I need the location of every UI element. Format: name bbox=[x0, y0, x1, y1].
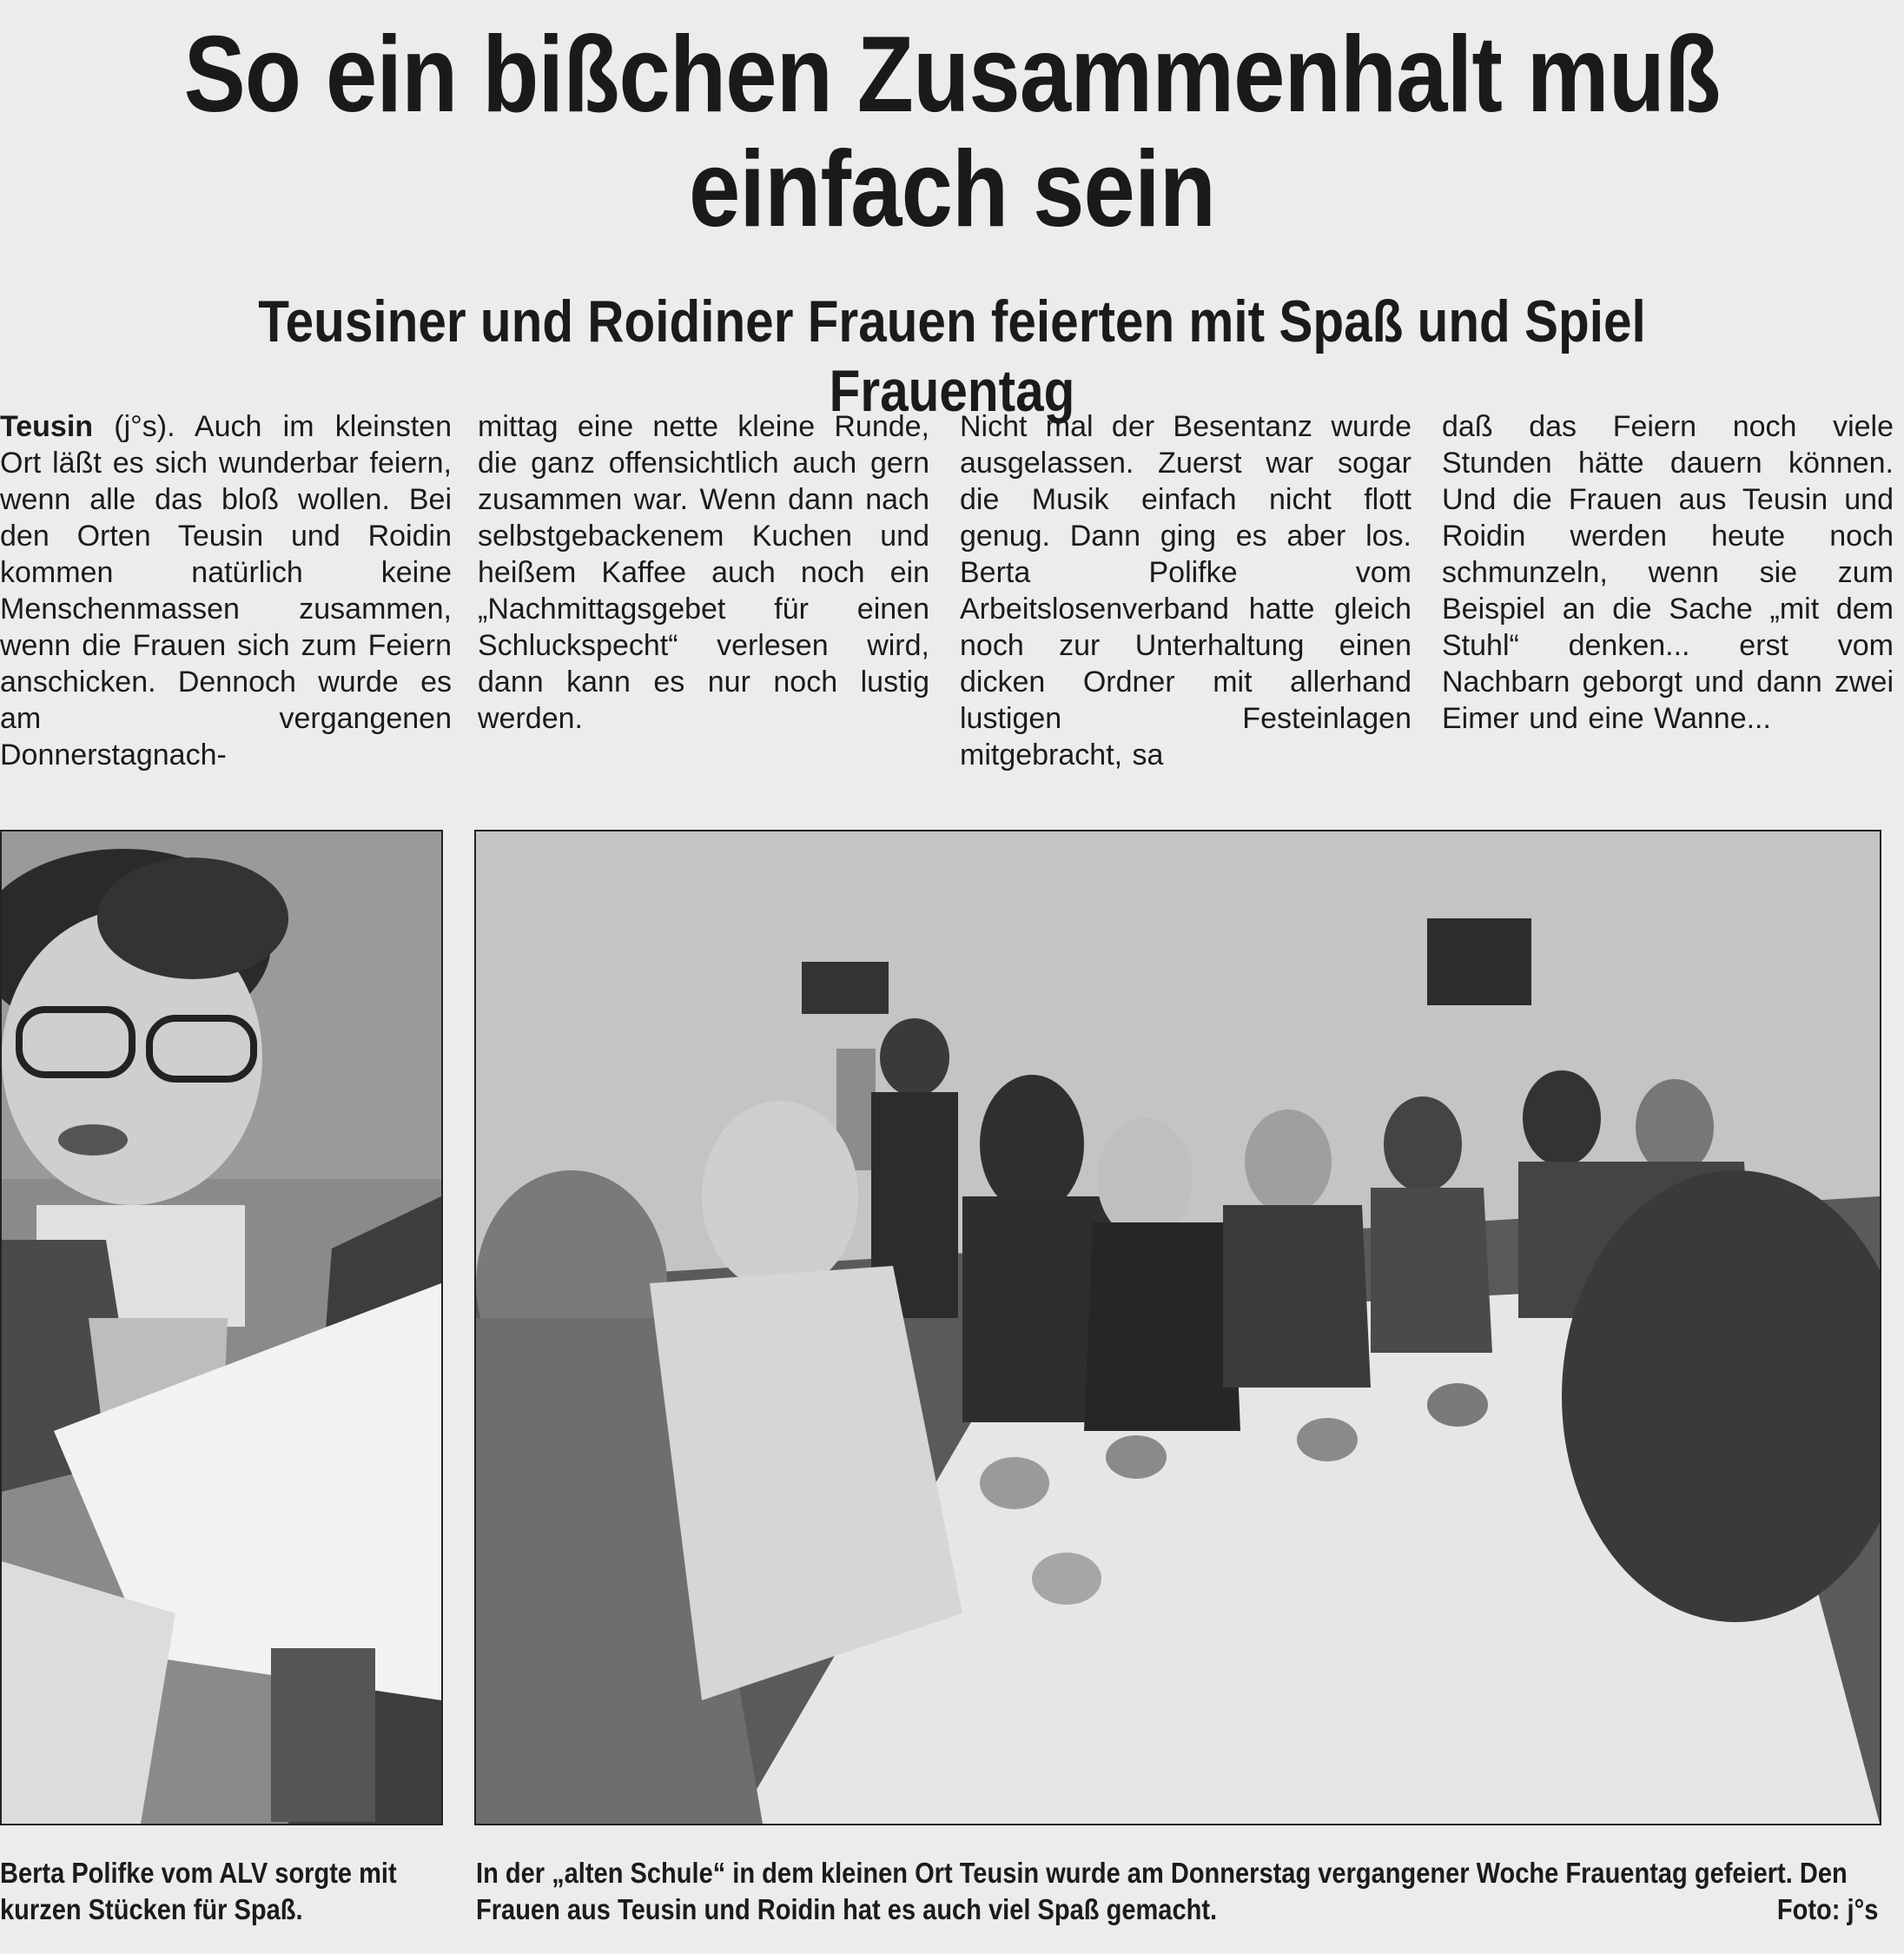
photo-credit: Foto: j°s bbox=[1776, 1893, 1878, 1925]
column-1-text: (j°s). Auch im kleinsten Ort läßt es sich wunderbar feiern, wenn alle das bloß wollen. Bei den Orten Teusin und Roidin kommen natürlich keine Menschenmassen zusammen, wenn die Frauen sich zum Feiern anschicken. Dennoch wurde es am vergangenen Donnerstagnach- bbox=[0, 410, 452, 772]
headline: So ein bißchen Zusammenhalt muß einfach sein bbox=[183, 15, 1721, 249]
article-body bbox=[0, 408, 1904, 773]
article-column-2 bbox=[478, 408, 929, 737]
portrait-photo bbox=[0, 830, 443, 1825]
column-2-text: mittag eine nette kleine Runde, die ganz offensichtlich auch gern zusammen war. Wenn dann nach selbstgebackenem Kuchen und heißem Kaffee auch noch ein „Nachmittagsgebet für einen Schluckspecht“ verlesen wird, dann kann es nur noch lustig werden. bbox=[478, 410, 929, 735]
group-photo-caption: In der „alten Schule“ in dem kleinen Ort Teusin wurde am Donnerstag vergangener Woche Frauentag gefeiert. Den Frauen aus Teusin und Roidin hat es auch viel Spaß gemacht. bbox=[476, 1857, 1848, 1925]
column-4-text: daß das Feiern noch viele Stunden hätte dauern können. Und die Frauen aus Teusin und Roidin werden heute noch schmunzeln, wenn sie zum Beispiel an die Sache „mit dem Stuhl“ denken... erst vom Nachbarn geborgt und dann zwei Eimer und eine Wanne... bbox=[1442, 410, 1894, 735]
group-photo bbox=[474, 830, 1881, 1825]
portrait-caption: Berta Polifke vom ALV sorgte mit kurzen Stücken für Spaß. bbox=[0, 1857, 397, 1925]
article-column-3 bbox=[960, 408, 1411, 773]
article-column-1 bbox=[0, 408, 452, 773]
column-3-text: Nicht mal der Besentanz wurde ausgelassen. Zuerst war sogar die Musik einfach nicht flott genug. Dann ging es aber los. Berta Polifke vom Arbeitslosenverband hatte gleich noch zur Unterhaltung einen dicken Ordner mit allerhand lustigen Festeinlagen mitgebracht, sa bbox=[960, 410, 1411, 772]
subheadline: Teusiner und Roidiner Frauen feierten mit Spaß und Spiel Frauentag bbox=[258, 288, 1646, 424]
article-column-4 bbox=[1442, 408, 1894, 737]
dateline: Teusin bbox=[0, 410, 94, 443]
